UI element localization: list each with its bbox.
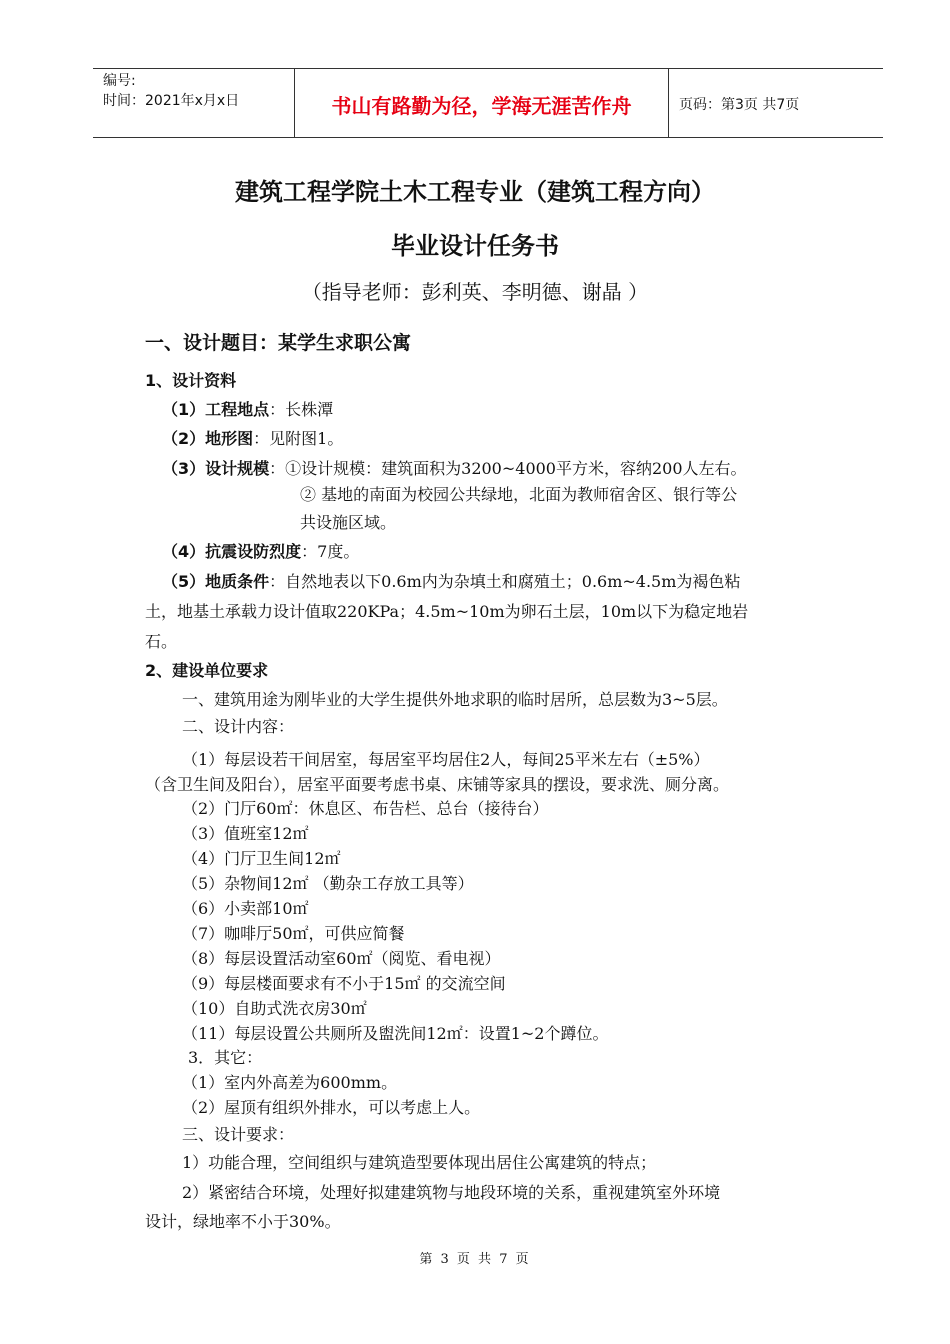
requirement-line: 三、设计要求： (182, 1125, 295, 1144)
requirement-line: （4）门厅卫生间12㎡ (182, 849, 341, 868)
page-header (93, 68, 883, 138)
requirement-line: （8）每层设置活动室60㎡（阅览、看电视） (182, 949, 501, 968)
list-item: 土，地基土承载力设计值取220KPa；4.5m~10m为卵石土层，10m以下为稳定地岩 (145, 602, 749, 621)
requirement-line: （3）值班室12㎡ (182, 824, 309, 843)
subsection-heading: 1、设计资料 (145, 371, 237, 390)
requirement-line: （10）自助式洗衣房30㎡ (182, 999, 367, 1018)
list-item: （4）抗震设防烈度：7度。 (162, 542, 360, 561)
requirement-line: （9）每层楼面要求有不小于15㎡ 的交流空间 (182, 974, 506, 993)
requirement-line: 2）紧密结合环境，处理好拟建建筑物与地段环境的关系，重视建筑室外环境 (182, 1183, 721, 1202)
document-number-label: 编号: (103, 73, 136, 89)
header-motto: 书山有路勤为径，学海无涯苦作舟 (331, 94, 632, 118)
list-item: 共设施区域。 (300, 513, 397, 532)
header-divider (668, 69, 669, 137)
requirement-line: （7）咖啡厅50㎡，可供应简餐 (182, 924, 405, 943)
requirement-line: （5）杂物间12㎡ （勤杂工存放工具等） (182, 874, 474, 893)
requirement-line: 一、建筑用途为刚毕业的大学生提供外地求职的临时居所，总层数为3~5层。 (182, 690, 728, 709)
list-item: 石。 (145, 632, 178, 651)
requirement-line: （1）每层设若干间居室，每居室平均居住2人，每间25平米左右（±5%） (182, 750, 710, 769)
document-subtitle: 毕业设计任务书 (391, 232, 559, 260)
requirement-line: （含卫生间及阳台），居室平面要考虑书桌、床铺等家具的摆设，要求洗、厕分离。 (145, 775, 730, 794)
list-item: （1）工程地点：长株潭 (162, 400, 334, 419)
advisors-line: （指导老师：彭利英、李明德、谢晶 ） (301, 280, 649, 304)
requirement-line: 1）功能合理，空间组织与建筑造型要体现出居住公寓建筑的特点； (182, 1153, 657, 1172)
requirement-line: （2）屋顶有组织外排水，可以考虑上人。 (182, 1098, 481, 1117)
document-title: 建筑工程学院土木工程专业（建筑工程方向） (235, 178, 715, 206)
page-footer: 第 3 页 共 7 页 (419, 1252, 531, 1267)
header-meta (103, 71, 239, 111)
requirement-line: 二、设计内容： (182, 717, 295, 736)
list-item: （2）地形图：见附图1。 (162, 429, 344, 448)
requirement-line: （11）每层设置公共厕所及盥洗间12㎡：设置1~2个蹲位。 (182, 1024, 609, 1043)
section-heading: 一、设计题目：某学生求职公寓 (145, 332, 412, 354)
requirement-line: （6）小卖部10㎡ (182, 899, 309, 918)
list-item: （5）地质条件：自然地表以下0.6m内为杂填土和腐殖土；0.6m~4.5m为褐色粘 (162, 572, 741, 591)
requirement-line: 3．其它： (188, 1048, 263, 1067)
header-page-label: 页码：第3页 共7页 (679, 97, 800, 113)
document-time-label: 时间：2021年x月x日 (103, 93, 240, 109)
subsection-heading: 2、建设单位要求 (145, 661, 269, 680)
requirement-line: 设计，绿地率不小于30%。 (145, 1212, 341, 1231)
requirement-line: （1）室内外高差为600mm。 (182, 1073, 398, 1092)
list-item: （3）设计规模：①设计规模：建筑面积为3200~4000平方米，容纳200人左右。 (162, 459, 747, 478)
requirement-line: （2）门厅60㎡：休息区、布告栏、总台（接待台） (182, 799, 549, 818)
list-item: ② 基地的南面为校园公共绿地，北面为教师宿舍区、银行等公 (300, 485, 738, 504)
